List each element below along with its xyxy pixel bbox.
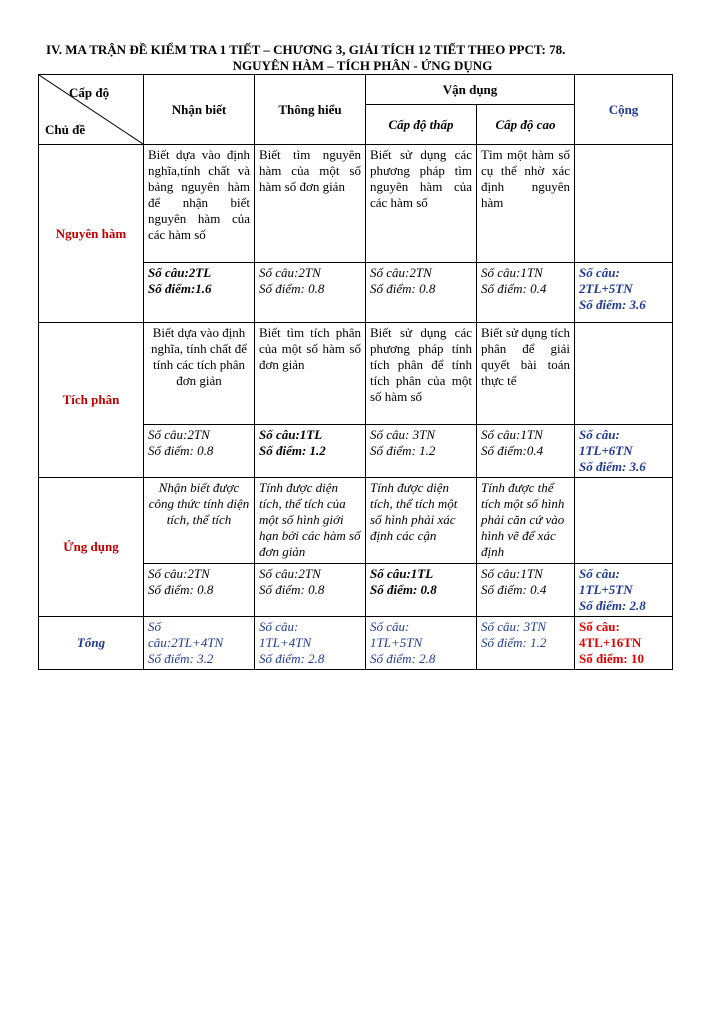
- total-label: Tổng: [39, 617, 144, 670]
- count-cell: Số câu:1TN Số điểm: 0.4: [477, 564, 575, 617]
- header-cong: Cộng: [575, 75, 673, 145]
- desc-cell: Nhận biết được công thức tính diện tích, thể tích: [144, 478, 255, 564]
- topic-ung-dung: Ứng dụng: [39, 478, 144, 617]
- desc-cell: Biết dựa vào định nghĩa, tính chất để tính các tích phân đơn giản: [144, 323, 255, 425]
- desc-cell: Biết tìm nguyên hàm của một số hàm số đơn giản: [255, 145, 366, 263]
- header-nhan-biet: Nhận biết: [144, 75, 255, 145]
- header-level-label: Cấp độ: [69, 85, 110, 100]
- document-title-line1: IV. MA TRẬN ĐỀ KIỂM TRA 1 TIẾT – CHƯƠNG 3, GIẢI TÍCH 12 TIẾT THEO PPCT: 78.: [46, 42, 566, 57]
- count-cell: Số câu:2TN Số điểm: 0.8: [255, 263, 366, 323]
- count-cell: Số câu:2TL Số điểm:1.6: [144, 263, 255, 323]
- total-cell: Số câu: 1TL+5TN Số điểm: 2.8: [366, 617, 477, 670]
- total-cell: Số câu: 3TN Số điểm: 1.2: [477, 617, 575, 670]
- topic-nguyen-ham: Nguyên hàm: [39, 145, 144, 323]
- count-cell: Số câu: 3TN Số điểm: 1.2: [366, 425, 477, 478]
- header-cap-do-thap: Cấp độ thấp: [366, 105, 477, 145]
- desc-cell: Biết sử dụng tích phân để giải quyết bài toán thực tế: [477, 323, 575, 425]
- desc-cell: Tính được diện tích, thể tích của một số hình giới hạn bởi các hàm số đơn giản: [255, 478, 366, 564]
- count-cell: Số câu:1TN Số điểm:0.4: [477, 425, 575, 478]
- count-cell: Số câu:1TL Số điểm: 0.8: [366, 564, 477, 617]
- header-van-dung: Vận dụng: [366, 75, 575, 105]
- total-cell: Số câu:2TL+4TN Số điểm: 3.2: [144, 617, 255, 670]
- total-cell: Số câu: 1TL+4TN Số điểm: 2.8: [255, 617, 366, 670]
- count-cell: Số câu:1TN Số điểm: 0.4: [477, 263, 575, 323]
- assessment-matrix-table: [38, 74, 673, 670]
- sum-cell: Số câu: 1TL+5TN Số điểm: 2.8: [575, 564, 673, 617]
- desc-cell: Tìm một hàm số cụ thể nhờ xác định nguyên hàm: [477, 145, 575, 263]
- empty-cell: [575, 323, 673, 425]
- count-cell: Số câu:2TN Số điểm: 0.8: [144, 564, 255, 617]
- topic-tich-phan: Tích phân: [39, 323, 144, 478]
- desc-cell: Tính được diện tích, thể tích một số hình phải xác định các cận: [366, 478, 477, 564]
- header-diagonal-cell: [39, 75, 144, 145]
- empty-cell: [575, 145, 673, 263]
- desc-cell: Biết tìm tích phân của một số hàm số đơn giản: [255, 323, 366, 425]
- desc-cell: Biết sử dụng các phương pháp tìm nguyên hàm của các hàm số: [366, 145, 477, 263]
- header-topic-label: Chủ đề: [45, 122, 86, 137]
- grand-total-cell: Số câu: 4TL+16TN Số điểm: 10: [575, 617, 673, 670]
- count-cell: Số câu:1TL Số điểm: 1.2: [255, 425, 366, 478]
- header-thong-hieu: Thông hiểu: [255, 75, 366, 145]
- count-cell: Số câu:2TN Số điểm: 0.8: [144, 425, 255, 478]
- document-title-line2: NGUYÊN HÀM – TÍCH PHÂN - ỨNG DỤNG: [232, 58, 493, 73]
- count-cell: Số câu:2TN Số điểm: 0.8: [366, 263, 477, 323]
- desc-cell: Tính được thể tích một số hình phải căn cứ vào hình vẽ để xác định: [477, 478, 575, 564]
- count-cell: Số câu:2TN Số điểm: 0.8: [255, 564, 366, 617]
- desc-cell: Biết sử dụng các phương pháp tính tích phân để tính tích phân của một số hàm số: [366, 323, 477, 425]
- header-cap-do-cao: Cấp độ cao: [477, 105, 575, 145]
- sum-cell: Số câu: 2TL+5TN Số điểm: 3.6: [575, 263, 673, 323]
- empty-cell: [575, 478, 673, 564]
- sum-cell: Số câu: 1TL+6TN Số điểm: 3.6: [575, 425, 673, 478]
- desc-cell: Biết dựa vào định nghĩa,tính chất và bảng nguyên hàm để nhận biết nguyên hàm của các hàm số: [144, 145, 255, 263]
